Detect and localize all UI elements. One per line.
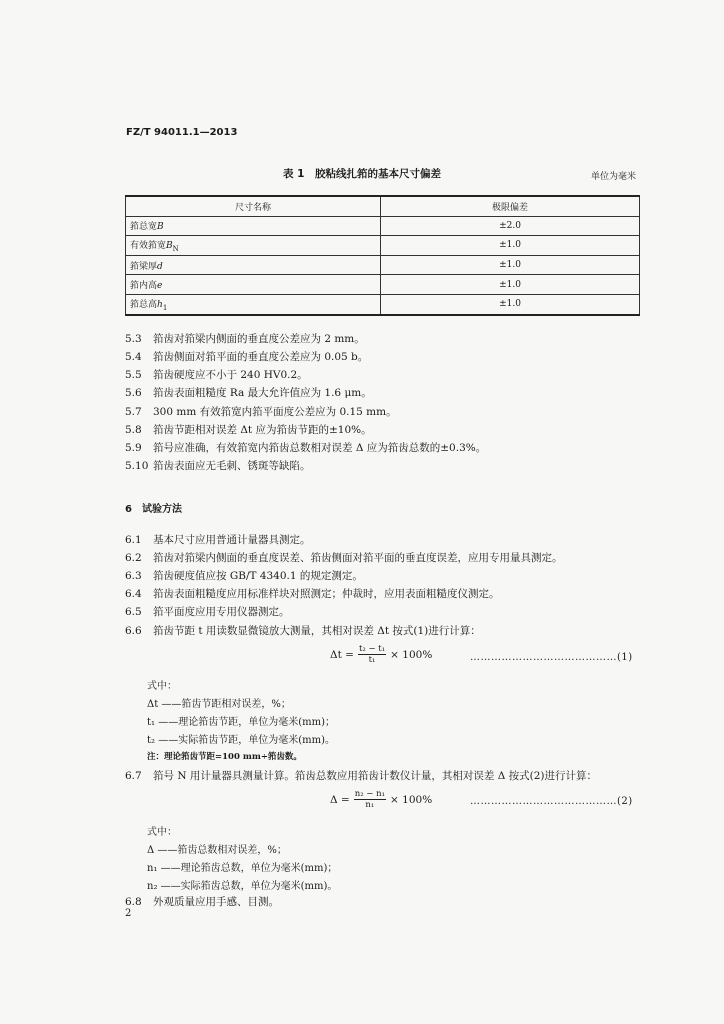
deviation-cell: ±1.0 bbox=[381, 275, 640, 295]
equation-number: ……………………………………(2) bbox=[470, 796, 633, 807]
clause-text: 筘号 N 用计量器具测量计算。筘齿总数应用筘齿计数仪计量，其相对误差 Δ 按式(2)进行计算： bbox=[153, 770, 597, 782]
clause-number: 6.5 bbox=[125, 606, 142, 618]
clause-5-8 bbox=[125, 422, 372, 437]
clause-5-4 bbox=[125, 349, 368, 364]
where-label: 式中： bbox=[147, 827, 177, 838]
dimension-name: 筘梁厚 bbox=[130, 261, 158, 272]
clause-text: 筘齿侧面对筘平面的垂直度公差应为 0.05 b。 bbox=[153, 351, 369, 363]
variable-definition: n₂ ——实际筘齿总数，单位为毫米(mm)。 bbox=[147, 881, 338, 892]
clause-number: 5.7 bbox=[125, 406, 142, 418]
clause-text: 筘齿节距 t 用读数显微镜放大测量，其相对误差 Δt 按式(1)进行计算： bbox=[153, 625, 481, 637]
clause-number: 6.4 bbox=[125, 588, 142, 600]
variable-definition: n₁ ——理论筘齿总数，单位为毫米(mm)； bbox=[147, 863, 338, 874]
clause-6-2 bbox=[125, 550, 563, 565]
column-header-dimension-name: 尺寸名称 bbox=[126, 196, 381, 216]
clause-text: 基本尺寸应用普通计量器具测定。 bbox=[153, 534, 311, 546]
deviation-cell: ±1.0 bbox=[381, 255, 640, 275]
clause-text: 筘齿节距相对误差 Δt 应为筘齿节距的±10%。 bbox=[153, 424, 372, 436]
table-row bbox=[126, 294, 640, 314]
formula-1 bbox=[330, 644, 432, 665]
clause-text: 外观质量应用手感、目测。 bbox=[153, 896, 279, 908]
deviation-cell: ±2.0 bbox=[381, 216, 640, 236]
clause-text: 筘齿表面粗糙度 Ra 最大允许值应为 1.6 μm。 bbox=[153, 387, 372, 399]
clause-text: 筘号应准确，有效筘宽内筘齿总数相对误差 Δ 应为筘齿总数的±0.3%。 bbox=[153, 442, 487, 454]
clause-number: 5.10 bbox=[125, 460, 149, 472]
dimension-name-cell bbox=[126, 216, 381, 236]
section-heading-test-methods: 6 试验方法 bbox=[125, 504, 182, 515]
table-title: 表 1 胶粘线扎筘的基本尺寸偏差 bbox=[283, 168, 441, 180]
clause-number: 6.1 bbox=[125, 534, 142, 546]
fraction-numerator: t₂ − t₁ bbox=[358, 644, 386, 654]
clause-6-3 bbox=[125, 568, 363, 583]
formula-fraction bbox=[354, 789, 386, 810]
fraction-denominator: t₁ bbox=[368, 655, 376, 665]
table-unit: 单位为毫米 bbox=[590, 172, 636, 182]
clause-number: 5.8 bbox=[125, 424, 142, 436]
formula-fraction bbox=[358, 644, 386, 665]
dimension-deviation-table bbox=[125, 195, 640, 316]
clause-number: 6.6 bbox=[125, 625, 142, 637]
dimension-name: 筘总宽 bbox=[130, 222, 158, 233]
dimension-name-cell bbox=[126, 294, 381, 314]
clause-5-7 bbox=[125, 404, 397, 419]
variable-definition: Δt ——筘齿节距相对误差，%； bbox=[147, 699, 291, 710]
variable-definition: Δ ——筘齿总数相对误差，%； bbox=[147, 845, 287, 856]
equation-number: ……………………………………(1) bbox=[470, 652, 633, 663]
formula-rhs: × 100% bbox=[390, 793, 433, 806]
fraction-denominator: n₁ bbox=[365, 800, 375, 810]
clause-text: 300 mm 有效筘宽内筘平面度公差应为 0.15 mm。 bbox=[153, 406, 397, 418]
dimension-symbol: B bbox=[166, 241, 173, 252]
fraction-numerator: n₂ − n₁ bbox=[354, 789, 386, 799]
clause-5-9 bbox=[125, 440, 486, 455]
clause-6-7 bbox=[125, 768, 597, 783]
clause-number: 5.4 bbox=[125, 351, 142, 363]
formula-rhs: × 100% bbox=[390, 648, 433, 661]
table-header-row bbox=[126, 196, 640, 216]
dimension-symbol: d bbox=[157, 261, 163, 272]
clause-number: 5.3 bbox=[125, 333, 142, 345]
note: 注：理论筘齿节距=100 mm÷筘齿数。 bbox=[147, 752, 302, 762]
clause-number: 6.3 bbox=[125, 570, 142, 582]
formula-lhs: Δ = bbox=[330, 793, 350, 806]
table-row bbox=[126, 255, 640, 275]
clause-6-5 bbox=[125, 604, 290, 619]
clause-text: 筘齿对筘梁内侧面的垂直度公差应为 2 mm。 bbox=[153, 333, 365, 345]
formula-lhs: Δt = bbox=[330, 648, 354, 661]
deviation-cell: ±1.0 bbox=[381, 294, 640, 314]
page-number: 2 bbox=[125, 908, 132, 919]
dimension-subscript: N bbox=[172, 244, 179, 253]
dimension-subscript: 1 bbox=[162, 303, 168, 312]
clause-5-10 bbox=[125, 458, 311, 473]
clause-text: 筘齿硬度应不小于 240 HV0.2。 bbox=[153, 369, 308, 381]
clause-text: 筘齿表面粗糙度应用标准样块对照测定；仲裁时，应用表面粗糙度仪测定。 bbox=[153, 588, 500, 600]
clause-number: 5.6 bbox=[125, 387, 142, 399]
clause-6-8 bbox=[125, 894, 279, 909]
dimension-name: 有效筘宽 bbox=[130, 241, 167, 252]
clause-text: 筘齿硬度值应按 GB/T 4340.1 的规定测定。 bbox=[153, 570, 363, 582]
table-row bbox=[126, 236, 640, 256]
table-row bbox=[126, 216, 640, 236]
clause-number: 6.2 bbox=[125, 552, 142, 564]
clause-6-4 bbox=[125, 586, 500, 601]
dimension-name-cell bbox=[126, 255, 381, 275]
clause-number: 6.8 bbox=[125, 896, 142, 908]
clause-text: 筘齿对筘梁内侧面的垂直度误差、筘齿侧面对筘平面的垂直度误差，应用专用量具测定。 bbox=[153, 552, 563, 564]
variable-definition: t₁ ——理论筘齿节距，单位为毫米(mm)； bbox=[147, 717, 335, 728]
dimension-name: 筘总高 bbox=[130, 299, 158, 310]
formula-2 bbox=[330, 789, 432, 810]
dimension-symbol: h bbox=[157, 299, 163, 310]
clause-number: 6.7 bbox=[125, 770, 142, 782]
dimension-name-cell bbox=[126, 236, 381, 256]
table-row bbox=[126, 275, 640, 295]
clause-5-5 bbox=[125, 367, 308, 382]
variable-definition: t₂ ——实际筘齿节距，单位为毫米(mm)。 bbox=[147, 735, 335, 746]
clause-5-6 bbox=[125, 385, 372, 400]
clause-text: 筘平面度应用专用仪器测定。 bbox=[153, 606, 290, 618]
column-header-limit-deviation: 极限偏差 bbox=[381, 196, 640, 216]
dimension-symbol: e bbox=[157, 281, 163, 292]
deviation-cell: ±1.0 bbox=[381, 236, 640, 256]
clause-text: 筘齿表面应无毛刺、锈斑等缺陷。 bbox=[153, 460, 311, 472]
clause-6-6 bbox=[125, 623, 481, 638]
standard-number-header: FZ/T 94011.1—2013 bbox=[126, 127, 238, 138]
clause-6-1 bbox=[125, 532, 311, 547]
dimension-symbol: B bbox=[157, 222, 164, 233]
clause-number: 5.5 bbox=[125, 369, 142, 381]
clause-number: 5.9 bbox=[125, 442, 142, 454]
dimension-name: 筘内高 bbox=[130, 281, 158, 292]
clause-5-3 bbox=[125, 331, 365, 346]
where-label: 式中： bbox=[147, 681, 177, 692]
dimension-name-cell bbox=[126, 275, 381, 295]
